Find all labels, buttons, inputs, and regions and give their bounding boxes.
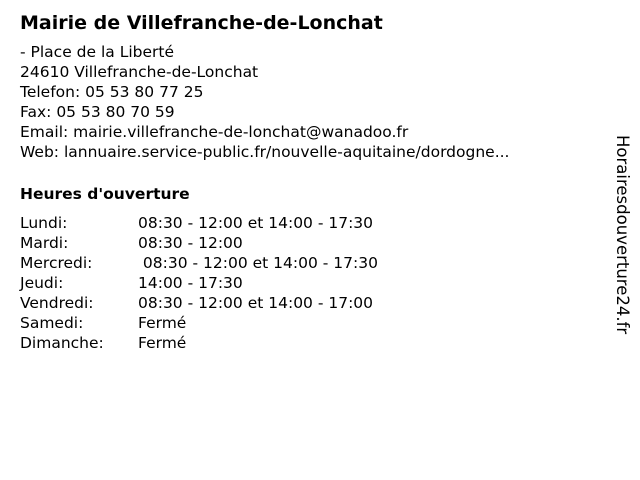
time-value: 08:30 - 12:00 et 14:00 - 17:30 (138, 214, 374, 232)
day-label: Samedi: (20, 314, 84, 332)
page-title: Mairie de Villefranche-de-Lonchat (20, 12, 383, 34)
day-label: Lundi: (20, 214, 68, 232)
email-line: Email: mairie.villefranche-de-lonchat@wanadoo.fr (20, 123, 409, 141)
fax-line: Fax: 05 53 80 70 59 (20, 103, 175, 121)
address-street: - Place de la Liberté (20, 43, 174, 61)
time-value: 08:30 - 12:00 et 14:00 - 17:00 (138, 294, 374, 312)
time-value: Fermé (138, 334, 187, 352)
hours-heading: Heures d'ouverture (20, 185, 190, 203)
side-brand-text: Horairesdouverture24.fr (613, 135, 632, 335)
time-value: 14:00 - 17:30 (138, 274, 243, 292)
day-label: Mardi: (20, 234, 69, 252)
day-label: Mercredi: (20, 254, 93, 272)
phone-line: Telefon: 05 53 80 77 25 (20, 83, 204, 101)
day-label: Jeudi: (20, 274, 64, 292)
day-label: Vendredi: (20, 294, 94, 312)
time-value: 08:30 - 12:00 (138, 234, 243, 252)
time-value: 08:30 - 12:00 et 14:00 - 17:30 (138, 254, 378, 272)
web-line: Web: lannuaire.service-public.fr/nouvelle-aquitaine/dordogne... (20, 143, 510, 161)
day-label: Dimanche: (20, 334, 104, 352)
time-value: Fermé (138, 314, 187, 332)
address-city: 24610 Villefranche-de-Lonchat (20, 63, 259, 81)
contact-info (20, 42, 509, 162)
